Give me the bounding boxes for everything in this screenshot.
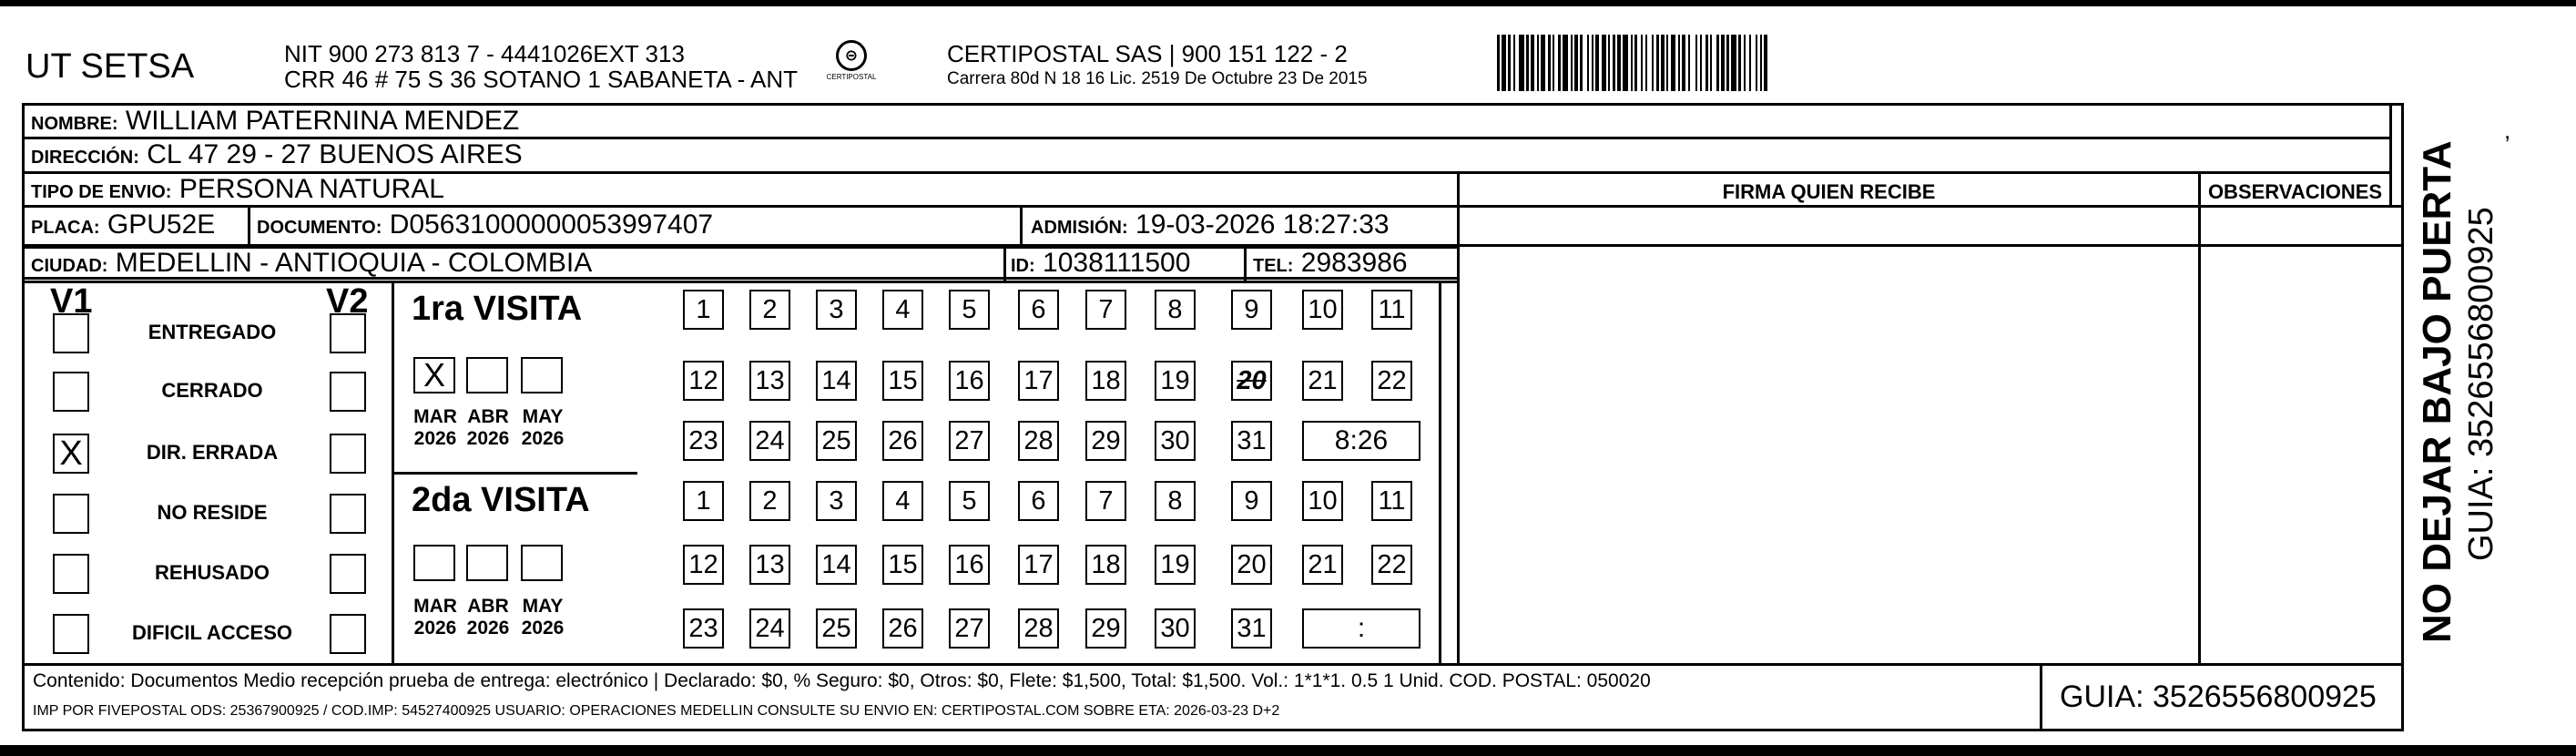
v1-checkbox xyxy=(53,494,89,534)
first-day: 29 xyxy=(1085,421,1126,461)
cell-divider xyxy=(248,208,250,246)
second-month-label xyxy=(461,596,515,639)
second-day: 5 xyxy=(949,481,990,521)
first-day: 25 xyxy=(816,421,857,461)
first-day: 21 xyxy=(1302,361,1343,401)
month-year: 2026 xyxy=(521,428,565,449)
direccion-value: CL 47 29 - 27 BUENOS AIRES xyxy=(147,139,523,169)
first-day: 27 xyxy=(949,421,990,461)
nombre-value: WILLIAM PATERNINA MENDEZ xyxy=(125,106,520,136)
second-day: 10 xyxy=(1302,481,1343,521)
month-name: MAR xyxy=(413,406,457,427)
v1-checkbox xyxy=(53,554,89,594)
first-day: 16 xyxy=(949,361,990,401)
first-month-checkbox xyxy=(521,357,563,393)
first-day: 18 xyxy=(1085,361,1126,401)
second-day: 14 xyxy=(816,545,857,585)
second-day: 25 xyxy=(816,608,857,649)
first-day: 8 xyxy=(1155,290,1196,330)
first-month-label xyxy=(408,406,463,450)
second-day: 23 xyxy=(683,608,724,649)
tipo-envio-label: TIPO DE ENVIO: xyxy=(31,182,172,202)
v1-checkbox xyxy=(53,372,89,412)
footer-line xyxy=(22,663,2404,666)
barcode xyxy=(1497,35,2225,91)
bottom-edge xyxy=(0,745,2576,756)
second-day: 17 xyxy=(1018,545,1059,585)
second-day: 11 xyxy=(1371,481,1412,521)
status-label: CERRADO xyxy=(161,379,263,402)
first-day: 19 xyxy=(1155,361,1196,401)
first-day: 5 xyxy=(949,290,990,330)
first-day: 20 xyxy=(1231,361,1272,401)
top-edge xyxy=(0,0,2576,6)
cell-divider xyxy=(1244,246,1247,281)
first-day: 22 xyxy=(1371,361,1412,401)
second-day: 2 xyxy=(749,481,790,521)
month-name: MAY xyxy=(522,596,564,617)
second-day: 12 xyxy=(683,545,724,585)
v1-checkbox xyxy=(53,614,89,654)
ciudad-value: MEDELLIN - ANTIOQUIA - COLOMBIA xyxy=(115,248,593,278)
id-field xyxy=(1011,248,1190,281)
status-label: DIR. ERRADA xyxy=(146,441,279,464)
second-month-label xyxy=(408,596,463,639)
first-day: 17 xyxy=(1018,361,1059,401)
side-warning: NO DEJAR BAJO PUERTA xyxy=(2415,140,2459,643)
second-day: 6 xyxy=(1018,481,1059,521)
id-value: 1038111500 xyxy=(1043,248,1191,278)
second-day: 13 xyxy=(749,545,790,585)
footer-print-info: IMP POR FIVEPOSTAL ODS: 25367900925 / COD.IMP: 54527400925 USUARIO: OPERACIONES MEDELLIN CONSULTE SU ENVIO EN: CERTIPOSTAL.COM SOBRE ETA: 2026-03-23 D+2 xyxy=(33,703,1280,719)
id-label: ID: xyxy=(1011,256,1035,276)
second-day: 3 xyxy=(816,481,857,521)
second-day: 16 xyxy=(949,545,990,585)
nombre-label: NOMBRE: xyxy=(31,114,118,134)
side-guia: GUIA: 3526556800925 xyxy=(2462,207,2500,561)
first-day: 12 xyxy=(683,361,724,401)
certipostal-name: CERTIPOSTAL SAS | 900 151 122 - 2 xyxy=(947,40,1348,67)
month-year: 2026 xyxy=(413,618,457,639)
visits-right-line xyxy=(1439,281,1441,663)
first-day: 7 xyxy=(1085,290,1126,330)
nombre-field xyxy=(31,106,519,139)
status-label: DIFICIL ACCESO xyxy=(131,621,292,644)
second-day: 31 xyxy=(1231,608,1272,649)
first-day: 13 xyxy=(749,361,790,401)
month-name: MAR xyxy=(413,596,457,617)
first-day: 3 xyxy=(816,290,857,330)
month-name: ABR xyxy=(467,596,509,617)
second-month-checkbox xyxy=(413,545,455,581)
first-time-field: 8:26 xyxy=(1302,421,1420,461)
second-day: 7 xyxy=(1085,481,1126,521)
placa-label: PLACA: xyxy=(31,218,100,238)
placa-field xyxy=(31,209,215,243)
first-day: 15 xyxy=(882,361,923,401)
second-visit-title: 2da VISITA xyxy=(412,481,590,519)
tel-field xyxy=(1253,248,1408,281)
certipostal-logo xyxy=(820,40,883,81)
v2-checkbox xyxy=(330,554,366,594)
second-day: 24 xyxy=(749,608,790,649)
first-day: 23 xyxy=(683,421,724,461)
firma-column-line xyxy=(1457,171,1460,663)
first-day: 24 xyxy=(749,421,790,461)
second-day: 1 xyxy=(683,481,724,521)
tipo-envio-value: PERSONA NATURAL xyxy=(178,174,444,204)
placa-value: GPU52E xyxy=(107,209,216,240)
second-day: 22 xyxy=(1371,545,1412,585)
second-day: 26 xyxy=(882,608,923,649)
second-day: 29 xyxy=(1085,608,1126,649)
month-year: 2026 xyxy=(413,428,457,449)
tipo-envio-field xyxy=(31,174,444,208)
visits-divider xyxy=(392,472,637,475)
second-day: 21 xyxy=(1302,545,1343,585)
second-day: 30 xyxy=(1155,608,1196,649)
month-year: 2026 xyxy=(521,618,565,639)
month-year: 2026 xyxy=(466,428,510,449)
first-month-checkbox xyxy=(466,357,508,393)
firma-header: FIRMA QUIEN RECIBE xyxy=(1722,180,1936,203)
admision-label: ADMISIÓN: xyxy=(1031,218,1128,238)
direccion-label: DIRECCIÓN: xyxy=(31,148,139,168)
second-month-label xyxy=(515,596,570,639)
admision-value: 19-03-2026 18:27:33 xyxy=(1135,209,1390,240)
cell-divider xyxy=(1003,246,1006,281)
second-month-checkbox xyxy=(521,545,563,581)
status-label: ENTREGADO xyxy=(148,321,277,343)
first-visit-title: 1ra VISITA xyxy=(412,290,583,328)
first-day: 28 xyxy=(1018,421,1059,461)
second-day: 20 xyxy=(1231,545,1272,585)
certipostal-address: Carrera 80d N 18 16 Lic. 2519 De Octubre 23 De 2015 xyxy=(947,69,1368,88)
observaciones-column-line xyxy=(2198,171,2201,663)
first-month-label xyxy=(515,406,570,450)
second-day: 28 xyxy=(1018,608,1059,649)
month-name: MAY xyxy=(522,406,564,427)
v2-header: V2 xyxy=(326,282,369,321)
v1-checkbox xyxy=(53,313,89,353)
ciudad-field xyxy=(31,248,592,281)
second-time-field: : xyxy=(1302,608,1420,649)
cell-divider xyxy=(1020,208,1023,246)
first-month-label xyxy=(461,406,515,450)
second-month-checkbox xyxy=(466,545,508,581)
v1-checkbox: X xyxy=(53,434,89,474)
second-day: 18 xyxy=(1085,545,1126,585)
v1-header: V1 xyxy=(50,282,93,321)
first-day: 6 xyxy=(1018,290,1059,330)
admision-field xyxy=(1031,209,1390,243)
first-day: 14 xyxy=(816,361,857,401)
tel-value: 2983986 xyxy=(1300,248,1408,278)
month-name: ABR xyxy=(467,406,509,427)
second-day: 8 xyxy=(1155,481,1196,521)
documento-field xyxy=(257,209,713,243)
first-day: 11 xyxy=(1371,290,1412,330)
second-day: 9 xyxy=(1231,481,1272,521)
first-day: 9 xyxy=(1231,290,1272,330)
footer-guia: GUIA: 3526556800925 xyxy=(2060,679,2377,714)
first-day: 1 xyxy=(683,290,724,330)
status-label: NO RESIDE xyxy=(157,501,268,524)
documento-label: DOCUMENTO: xyxy=(257,218,382,238)
second-day: 15 xyxy=(882,545,923,585)
second-day: 4 xyxy=(882,481,923,521)
v2-checkbox xyxy=(330,434,366,474)
v2-checkbox xyxy=(330,494,366,534)
month-year: 2026 xyxy=(466,618,510,639)
first-month-checkbox: X xyxy=(413,357,455,393)
first-day: 2 xyxy=(749,290,790,330)
second-day: 19 xyxy=(1155,545,1196,585)
v2-checkbox xyxy=(330,614,366,654)
footer-contents: Contenido: Documentos Medio recepción prueba de entrega: electrónico | Declarado: $0, % Seguro: $0, Otros: $0, Flete: $1,500, Total: $1,500. Vol.: 1*1*1. 0.5 1 Unid. COD. POSTAL: 050020 xyxy=(33,670,1651,691)
certipostal-logo-icon: ⊝ xyxy=(836,40,867,71)
side-mark: , xyxy=(2504,117,2511,144)
first-day: 26 xyxy=(882,421,923,461)
company-name: UT SETSA xyxy=(25,47,195,86)
direccion-field xyxy=(31,139,523,173)
footer-guia-divider xyxy=(2040,663,2042,731)
status-label: REHUSADO xyxy=(155,561,270,584)
right-rule xyxy=(2389,103,2392,208)
second-day: 27 xyxy=(949,608,990,649)
company-nit: NIT 900 273 813 7 - 4441026EXT 313 xyxy=(284,40,685,67)
first-day: 10 xyxy=(1302,290,1343,330)
tel-label: TEL: xyxy=(1253,256,1294,276)
company-address: CRR 46 # 75 S 36 SOTANO 1 SABANETA - ANT xyxy=(284,66,799,93)
observaciones-header: OBSERVACIONES xyxy=(2207,180,2383,203)
first-day: 4 xyxy=(882,290,923,330)
v2-checkbox xyxy=(330,313,366,353)
documento-value: D05631000000053997407 xyxy=(389,209,714,240)
v2-checkbox xyxy=(330,372,366,412)
logo-caption: CERTIPOSTAL xyxy=(826,73,877,81)
first-day: 30 xyxy=(1155,421,1196,461)
ciudad-label: CIUDAD: xyxy=(31,256,108,276)
first-day: 31 xyxy=(1231,421,1272,461)
